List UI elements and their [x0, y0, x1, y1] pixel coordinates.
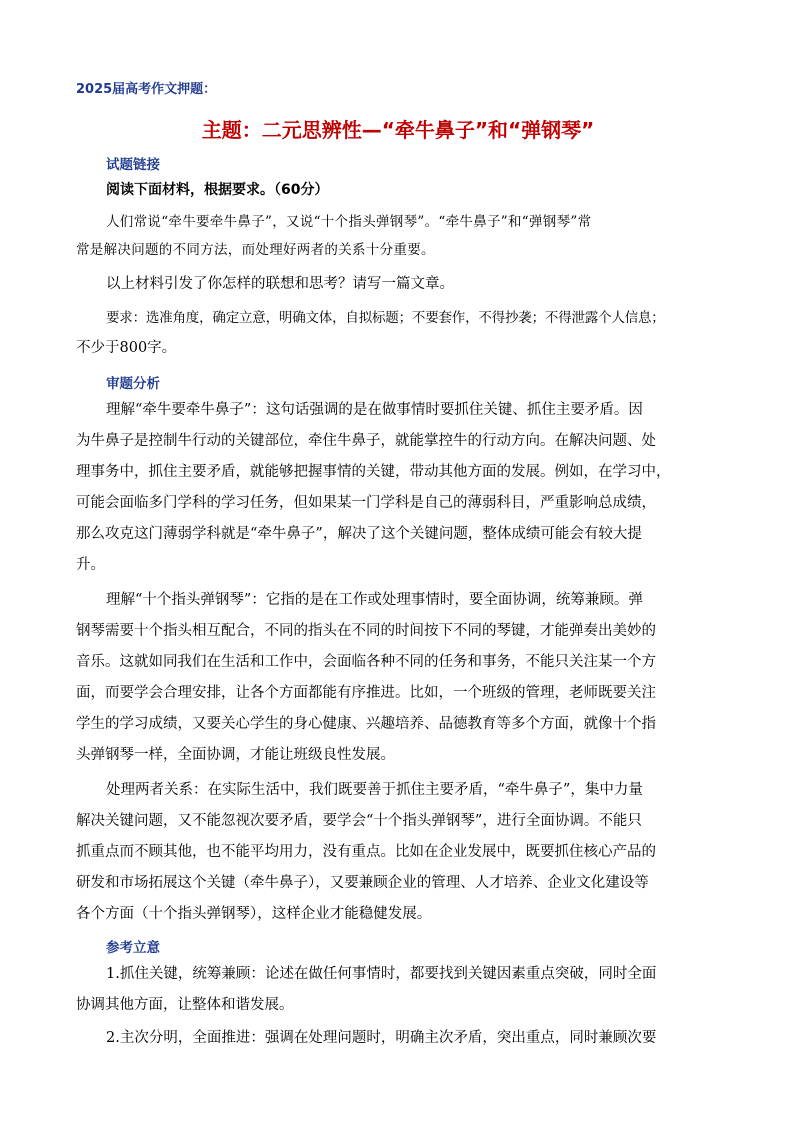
analysis-line: 解决关键问题，又不能忽视次要矛盾，要学会“十个指头弹钢琴”，进行全面协调。不能只 — [76, 813, 642, 829]
analysis-line: 面，而要学会合理安排，让各个方面都能有序推进。比如，一个班级的管理，老师既要关注 — [76, 685, 656, 701]
analysis-line: 可能会面临多门学科的学习任务，但如果某一门学科是自己的薄弱科目，严重影响总成绩， — [76, 495, 656, 511]
question-prompt: 以上材料引发了你怎样的联想和思考？请写一篇文章。 — [106, 276, 454, 292]
analysis-line: 理解“十个指头弹钢琴”：它指的是在工作或处理事情时，要全面协调，统筹兼顾。弹 — [106, 592, 643, 608]
analysis-line: 音乐。这就如同我们在生活和工作中，会面临各种不同的任务和事务，不能只关注某一个方 — [76, 654, 656, 670]
analysis-line: 处理两者关系：在实际生活中，我们既要善于抓住主要矛盾，“牵牛鼻子”，集中力量 — [106, 782, 643, 798]
section-heading-link: 试题链接 — [106, 157, 160, 173]
material-line: 常是解决问题的不同方法，而处理好两者的关系十分重要。 — [76, 242, 435, 258]
analysis-line: 学生的学习成绩，又要关心学生的身心健康、兴趣培养、品德教育等多个方面，就像十个指 — [76, 716, 656, 732]
analysis-line: 抓重点而不顾其他，也不能平均用力，没有重点。比如在企业发展中，既要抓住核心产品的 — [76, 844, 656, 860]
question-instruction: 阅读下面材料，根据要求。（60分） — [106, 182, 329, 198]
analysis-line: 头弹钢琴一样，全面协调，才能让班级良性发展。 — [76, 747, 395, 763]
analysis-line: 研发和市场拓展这个关键（牵牛鼻子），又要兼顾企业的管理、人才培养、企业文化建设等 — [76, 875, 649, 891]
analysis-line: 那么攻克这门薄弱学科就是“牵牛鼻子”，解决了这个关键问题，整体成绩可能会有较大提 — [76, 526, 642, 542]
analysis-line: 理解“牵牛要牵牛鼻子”：这句话强调的是在做事情时要抓住关键、抓住主要矛盾。因 — [106, 402, 643, 418]
requirement-line: 不少于800字。 — [76, 340, 177, 356]
idea-line: 2.主次分明，全面推进：强调在处理问题时，明确主次矛盾，突出重点，同时兼顾次要 — [106, 1030, 657, 1046]
section-heading-analysis: 审题分析 — [106, 376, 160, 392]
requirement-line: 要求：选准角度，确定立意，明确文体，自拟标题；不要套作，不得抄袭；不得泄露个人信息； — [106, 310, 665, 326]
analysis-line: 为牛鼻子是控制牛行动的关键部位，牵住牛鼻子，就能掌控牛的行动方向。在解决问题、处 — [76, 433, 656, 449]
idea-line: 协调其他方面，让整体和谐发展。 — [76, 997, 294, 1013]
section-heading-ideas: 参考立意 — [106, 940, 160, 956]
page-title: 主题：二元思辨性—“牵牛鼻子”和“弹钢琴” — [201, 118, 595, 142]
analysis-line: 各个方面（十个指头弹钢琴），这样企业才能稳健发展。 — [76, 906, 432, 922]
material-line: 人们常说“牵牛要牵牛鼻子”，又说“十个指头弹钢琴”。“牵牛鼻子”和“弹钢琴”常 — [106, 214, 592, 230]
analysis-line: 理事务中，抓住主要矛盾，就能够把握事情的关键，带动其他方面的发展。例如，在学习中， — [76, 464, 671, 480]
analysis-line: 升。 — [76, 557, 105, 573]
exam-kicker: 2025届高考作文押题： — [76, 82, 217, 97]
idea-line: 1.抓住关键，统筹兼顾：论述在做任何事情时，都要找到关键因素重点突破，同时全面 — [106, 966, 657, 982]
analysis-line: 钢琴需要十个指头相互配合，不同的指头在不同的时间按下不同的琴键，才能弹奏出美妙的 — [76, 623, 656, 639]
